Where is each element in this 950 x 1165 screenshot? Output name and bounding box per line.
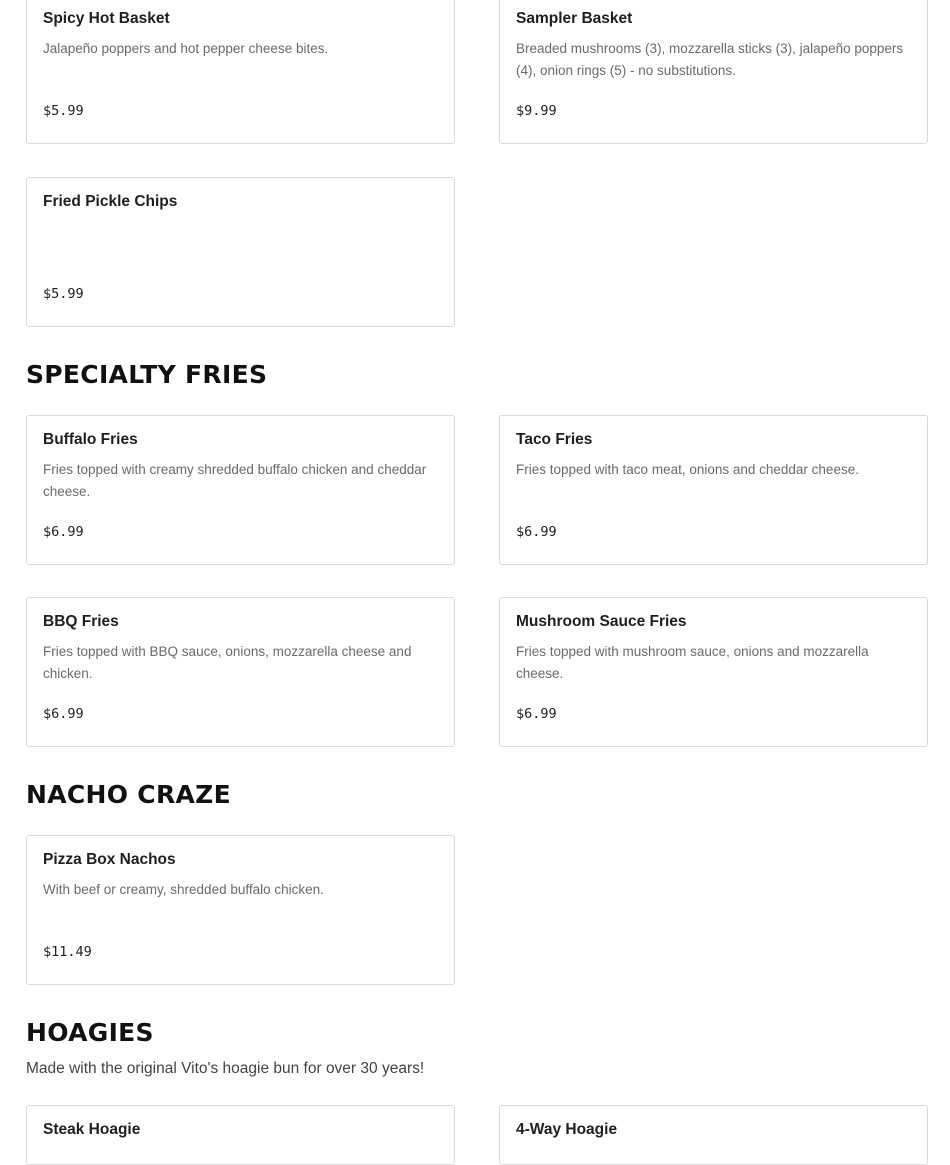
menu-item-price: $6.99: [43, 706, 84, 722]
menu-item-name: Pizza Box Nachos: [43, 851, 176, 868]
menu-item-price: $6.99: [516, 524, 557, 540]
menu-item-name: Fried Pickle Chips: [43, 193, 178, 210]
section-subtitle: Made with the original Vito's hoagie bun for over 30 years!: [26, 1060, 425, 1077]
menu-item-card-steak-hoagie[interactable]: [26, 1105, 455, 1165]
section-title-hoagies: HOAGIES: [26, 1018, 154, 1047]
menu-item-name: Spicy Hot Basket: [43, 10, 170, 27]
menu-item-description: With beef or creamy, shredded buffalo chicken.: [43, 882, 324, 897]
menu-item-description: Jalapeño poppers and hot pepper cheese bites.: [43, 41, 329, 56]
menu-item-name: Steak Hoagie: [43, 1121, 141, 1138]
menu-item-card-pizza-box-nachos[interactable]: [26, 835, 455, 985]
menu-item-name: 4-Way Hoagie: [516, 1121, 618, 1138]
menu-item-name: Taco Fries: [516, 431, 593, 448]
menu-item-price: $5.99: [43, 286, 84, 302]
menu-item-description: Breaded mushrooms (3), mozzarella sticks (3), jalapeño poppers (4), onion rings (5) - no substitutions.: [516, 41, 904, 78]
menu-item-name: Buffalo Fries: [43, 431, 138, 448]
menu-item-description: Fries topped with creamy shredded buffalo chicken and cheddar cheese.: [43, 462, 427, 499]
menu-item-name: Sampler Basket: [516, 10, 633, 27]
menu-item-card-spicy-hot-basket[interactable]: [26, 0, 455, 144]
menu-item-description: Fries topped with mushroom sauce, onions and mozzarella cheese.: [516, 644, 869, 681]
menu-item-price: $11.49: [43, 944, 92, 960]
menu-item-price: $9.99: [516, 103, 557, 119]
section-title-specialty-fries: SPECIALTY FRIES: [26, 360, 268, 389]
menu-item-price: $6.99: [516, 706, 557, 722]
menu-item-card-sampler-basket[interactable]: [499, 0, 928, 144]
menu-item-card-taco-fries[interactable]: [499, 415, 928, 565]
menu-item-price: $5.99: [43, 103, 84, 119]
section-title-nacho-craze: NACHO CRAZE: [26, 780, 231, 809]
menu-item-name: BBQ Fries: [43, 613, 119, 630]
menu-item-price: $6.99: [43, 524, 84, 540]
menu-item-card-mushroom-sauce-fries[interactable]: [499, 597, 928, 747]
menu-item-name: Mushroom Sauce Fries: [516, 613, 687, 630]
menu-item-card-fried-pickle-chips[interactable]: [26, 177, 455, 327]
menu-item-card-4-way-hoagie[interactable]: [499, 1105, 928, 1165]
menu-item-description: Fries topped with BBQ sauce, onions, mozzarella cheese and chicken.: [43, 644, 412, 681]
menu-item-card-bbq-fries[interactable]: [26, 597, 455, 747]
menu-item-description: Fries topped with taco meat, onions and cheddar cheese.: [516, 462, 859, 477]
menu-item-card-buffalo-fries[interactable]: [26, 415, 455, 565]
